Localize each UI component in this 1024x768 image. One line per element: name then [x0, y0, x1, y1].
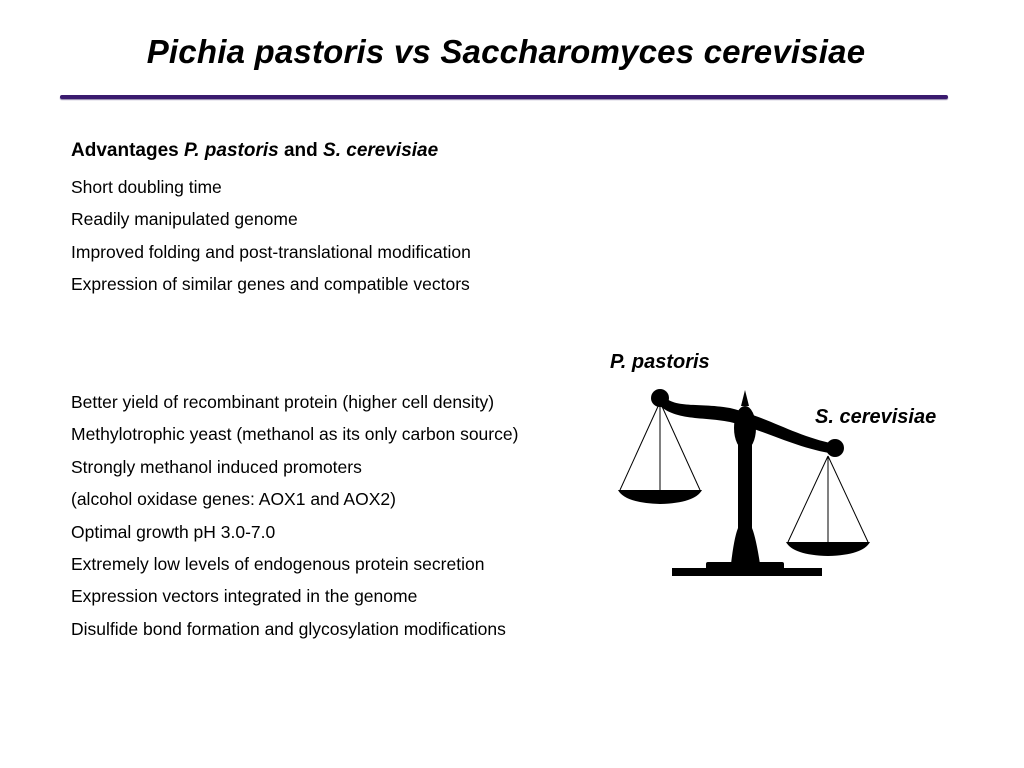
list-item: Optimal growth pH 3.0-7.0	[71, 521, 276, 542]
list-item: Expression vectors integrated in the genome	[71, 586, 418, 607]
list-item: Improved folding and post-translational modification	[71, 241, 471, 262]
slide-title: Pichia pastoris vs Saccharomyces cerevisiae	[146, 33, 866, 70]
list-item: Expression of similar genes and compatible vectors	[71, 274, 470, 295]
heading-text-advantages: Advantages	[71, 140, 184, 161]
list-item: (alcohol oxidase genes: AOX1 and AOX2)	[71, 489, 396, 510]
heading-text-and: and	[278, 140, 324, 161]
list-item: Strongly methanol induced promoters	[71, 456, 362, 477]
scale-label-pastoris: P. pastoris	[610, 351, 710, 373]
heading-text-pastoris: P. pastoris	[183, 140, 279, 161]
scale-label-cerevisiae: S. cerevisiae	[815, 406, 937, 428]
title-divider	[60, 95, 948, 99]
heading-text-cerevisiae: S. cerevisiae	[323, 140, 439, 161]
list-item: Extremely low levels of endogenous protein secretion	[71, 553, 485, 574]
list-item: Methylotrophic yeast (methanol as its only carbon source)	[71, 424, 519, 445]
list-item: Readily manipulated genome	[71, 209, 298, 230]
section-heading	[71, 140, 438, 162]
common-advantages-list	[71, 176, 471, 306]
list-item: Better yield of recombinant protein (higher cell density)	[71, 392, 495, 412]
pastoris-advantages-list	[71, 391, 518, 650]
list-item: Short doubling time	[71, 177, 222, 197]
balance-scale-icon	[610, 378, 880, 583]
list-item: Disulfide bond formation and glycosylation modifications	[71, 618, 506, 639]
